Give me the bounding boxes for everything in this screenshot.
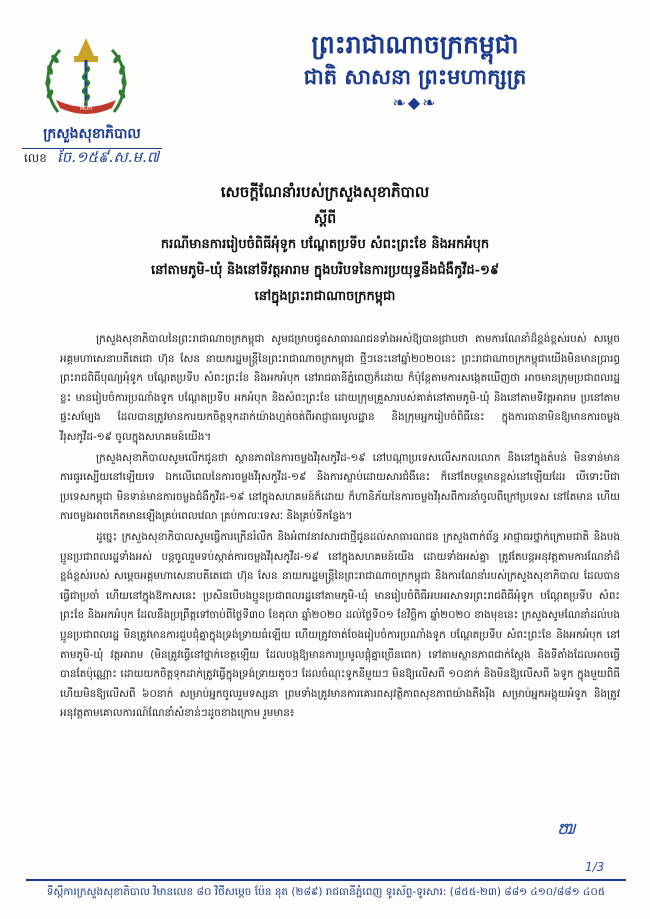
footer-address: ទីស្តីការក្រសួងសុខាភិបាល វិមានលេខ ៨០ វិថីសម្តេច ប៉ែន នុត (២៨៩) រាជធានីភ្នំពេញ ទូរស័ព្ទ-ទូរសារ: (៨៥៥-២៣) ៨៨១ ៤១០/៨៨១ ៤០៥ bbox=[46, 886, 606, 898]
kingdom-header bbox=[205, 30, 625, 114]
kingdom-name: ព្រះរាជាណាចក្រកម្ពុជា bbox=[311, 30, 519, 59]
document-body bbox=[60, 330, 620, 725]
svg-text:MOH: MOH bbox=[79, 106, 93, 112]
body-paragraph-1: ក្រសួងសុខាភិបាលនៃព្រះរាជាណាចក្រកម្ពុជា សូមជម្រាបជូនសាធារណជនទាំងអស់ឱ្យបានជ្រាបថា តាមការណែនាំដ៏ខ្ពង់ខ្ពស់របស់ សម្តេចអគ្គមហាសេនាបតីតេជោ ហ៊ុន សែន នាយករដ្ឋមន្ត្រីនៃព្រះរាជាណាចក្រកម្ពុជា ថ្មីៗនេះនៅឆ្នាំ២០២០នេះ ព្រះរាជាណាចក្រកម្ពុជាយើងមិនមានប្រារព្ធព្រះរាជពិធីបុណ្យអុំទូក បណ្តែតប្រទីប សំពះព្រះខែ និងអកអំបុក នៅរាជធានីភ្នំពេញក៏ដោយ ក៏ប៉ុន្តែតាមការសង្កេតឃើញថា អាចមានក្រុមប្រជាពលរដ្ឋខ្លះ មានរៀបចំការប្រណាំងទូក បណ្តែតប្រទីប អកអំបុក និងសំពះព្រះខែ ដោយក្រុមគ្រួសារបស់គាត់នៅតាមភូមិ-ឃុំ និងនៅតាមទីវត្តអារាម ប្រនៅតាមផ្ទះសម្បែង ដែលបានត្រូវមានការយកចិត្តទុកដាក់យ៉ាងហ្មត់ចត់ពីអាជ្ញាធរមូលដ្ឋាន និងក្រុមអ្នករៀបចំពិធីនេះ ក្នុងការធានាមិនឱ្យមានការចម្លងវីរុសកូវីដ-១៩ ចូលក្នុងសហគមន៍យើង។ bbox=[60, 333, 620, 443]
title-line-3: ករណីមានការរៀបចំពិធីអុំទូក បណ្តែតប្រទីប សំពះព្រះខែ និងអកអំបុក bbox=[160, 237, 490, 252]
reference-label: លេខ bbox=[24, 151, 47, 165]
header-ornament: ❧◆❧ bbox=[392, 93, 438, 112]
body-paragraph-2: ក្រសួងសុខាភិបាលសូមលើកជូនថា ស្ថានភាពនៃការចម្លងវីរុសកូវីដ-១៩ នៅបណ្តាប្រទេសលើសកលលោក និងនៅក្នុងតំបន់ មិនទាន់មានការធូរស្បើយនៅឡើយទេ ឯកលើពេលនៃការចម្លងវីរុសកូវីដ-១៩ និងការស្លាប់ដោយសារជំងឺនេះ ក៏នៅតែបន្តមានខ្ពស់នៅឡើយដែរ បើទោះបីជាប្រទេសកម្ពុជា មិនទាន់មានការចម្លងជំងឺកូវីដ-១៩ នៅក្នុងសហគមន៍ក៏ដោយ ក៏ហានិភ័យនៃការចម្លងវីរុសពីការនាំចូលពីក្រៅប្រទេស នៅតែមាន ហើយការចម្លងអាចកើតមានឡើងគ្រប់ពេលវេលា គ្រប់កាលៈទេសៈ និងគ្រប់ទីកន្លែង។ bbox=[60, 451, 620, 523]
body-paragraph-3: ដូច្នេះ ក្រសួងសុខាភិបាលសូមធ្វើការក្រើនរំលឹក និងអំពាវនាវសារជាថ្មីជូនដល់សាធារណជន ក្រសួងពាក់ព័ន្ធ អាជ្ញាធរថ្នាក់ក្រោមជាតិ និងបងប្អូនប្រជាពលរដ្ឋទាំងអស់ បន្តចូលរួមទប់ស្កាត់ការចម្លងវីរុសកូវីដ-១៩ នៅក្នុងសហគមន៍យើង ដោយទាំងអស់គ្នា ត្រូវតែបន្តអនុវត្តតាមការណែនាំដ៏ខ្ពង់ខ្ពស់របស់ សម្តេចអគ្គមហាសេនាបតីតេជោ ហ៊ុន សែន នាយករដ្ឋមន្ត្រីនៃព្រះរាជាណាចក្រកម្ពុជា និងការណែនាំរបស់ក្រសួងសុខាភិបាល ដែលបានធ្វើជាប្រចាំ ហើយនៅក្នុងឱកាសនេះ ប្រសិនបើបងប្អូនប្រជាពលរដ្ឋនៅតាមភូមិ-ឃុំ មានរៀបចំពិធីអបអរសាទរព្រះរាជពិធីអុំទូក បណ្តែតប្រទីប សំពះព្រះខែ និងអកអំបុក ដែលនឹងប្រព្រឹត្តទៅចាប់ពីថ្ងៃទី៣០ ខែតុលា ឆ្នាំ២០២០ ដល់ថ្ងៃទី០១ ខែវិច្ឆិកា ឆ្នាំ២០២០ ខាងមុខនេះ ក្រសួងសូមណែនាំដល់បងប្អូនប្រជាពលរដ្ឋ មិនត្រូវមានការជួបជុំគ្នាក្នុងទ្រង់ទ្រាយធំឡើយ ហើយត្រូវចាត់ចែងរៀបចំការប្រណាំងទូក បណ្តែតប្រទីប សំពះព្រះខែ និងអកអំបុក នៅតាមភូមិ-ឃុំ វត្តអារាម (មិនត្រូវធ្វើនៅថ្នាក់ខេត្តឡើយ ដែលបង្កឱ្យមានការប្រមូលផ្តុំគ្នាច្រើនពេក) ទៅតាមស្ថានភាពជាក់ស្តែង និងទីតាំងដែលអាចធ្វើបានតែប៉ុណ្ណោះ ដោយយកចិត្តទុកដាក់ត្រូវធ្វើក្នុងទ្រង់ទ្រាយតូចៗ ដែលចំណុះទូកនីមួយៗ មិនឱ្យលើសពី ១០នាក់ និងមិនឱ្យលើសពី ៦ទូក ក្នុងមួយពិធី ហើយមិនឱ្យលើសពី ៦០នាក់ សម្រាប់អ្នកចូលរួមទស្សនា ព្រមទាំងត្រូវមានការគោរពសុវត្ថិភាពសុខភាពយ៉ាងតឹងរ៉ឹង សម្រាប់អ្នកអង្គុយអំទូក និងត្រូវអនុវត្តតាមគោលការណ៍ណែនាំសំខាន់ៗដូចខាងក្រោម រួមមាន៖ bbox=[60, 530, 620, 720]
ministry-name: ក្រសួងសុខាភិបាល bbox=[22, 124, 162, 149]
title-line-1: សេចក្តីណែនាំរបស់ក្រសួងសុខាភិបាល bbox=[220, 183, 430, 201]
signature-initials: ໜ bbox=[557, 818, 576, 839]
document-title bbox=[30, 178, 620, 310]
reference-value: ចែ.១៥៩.ស.ម.៧ bbox=[57, 148, 160, 166]
title-line-4: នៅតាមភូមិ-ឃុំ និងនៅទីវត្តអារាម ក្នុងបរិបទនៃការប្រយុទ្ធនឹងជំងឺកូវីដ-១៩ bbox=[150, 263, 500, 278]
title-line-5: នៅក្នុងព្រះរាជាណាចក្រកម្ពុជា bbox=[254, 289, 396, 304]
footer-divider bbox=[26, 879, 626, 881]
national-motto: ជាតិ សាសនា ព្រះមហាក្សត្រ bbox=[303, 64, 527, 89]
page-number-mark: 1/3 bbox=[585, 860, 605, 874]
reference-number bbox=[24, 148, 159, 170]
ministry-of-health-emblem-icon bbox=[38, 34, 134, 122]
title-line-2: ស្តីពី bbox=[313, 211, 337, 227]
